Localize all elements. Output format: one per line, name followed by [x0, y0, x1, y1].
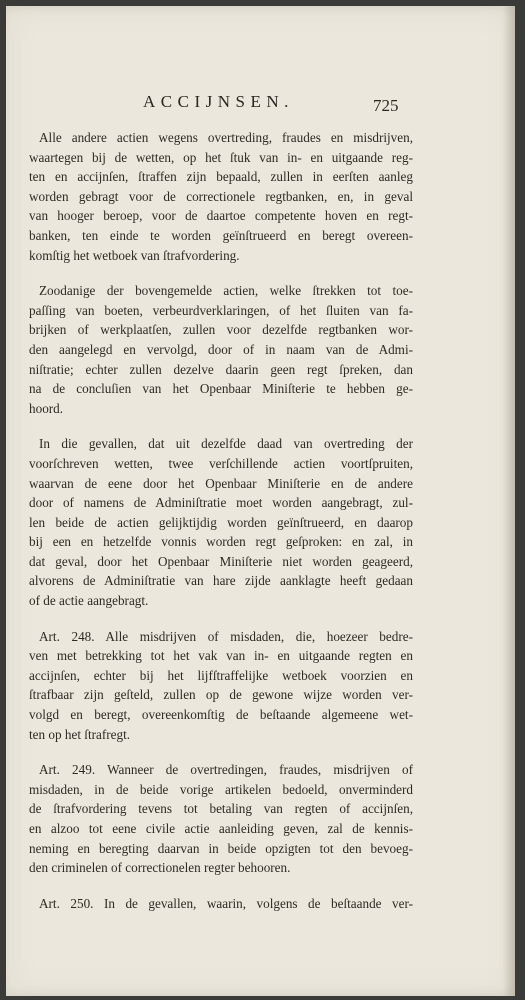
page-fold-shadow — [503, 6, 515, 996]
text-line: worden gebragt voor de correctionele regtbanken, en, in geval — [29, 188, 413, 204]
paragraph — [29, 627, 413, 745]
text-line: volgd en beregt, overeenkomſtig de beſtaande algemeene wet- — [29, 707, 413, 723]
book-page — [6, 6, 515, 996]
text-line: misdaden, in de beide vorige artikelen bedoeld, onverminderd — [29, 781, 413, 797]
page-header — [6, 92, 515, 118]
text-line: door of namens de Adminiſtratie moet worden aangebragt, zul- — [29, 495, 413, 511]
text-line: den aangelegd en vervolgd, door of in naam van de Admi- — [29, 341, 413, 357]
text-line: Art. 248. Alle misdrijven of misdaden, die, hoezeer bedre- — [39, 628, 413, 644]
text-line: en alzoo tot eene civile actie aanleiding geven, zal de kennis- — [29, 821, 413, 836]
text-line: de ſtrafvordering tevens tot betaling van regten of accijnſen, — [29, 801, 413, 817]
text-line: brijken of werkplaatſen, zullen voor dezelfde regtbanken wor- — [29, 322, 413, 338]
text-line: waartegen bij de wetten, op het ſtuk van in- en uitgaande reg- — [29, 149, 413, 165]
text-line: Art. 250. In de gevallen, waarin, volgens de beſtaande ver- — [39, 895, 413, 911]
text-line: neming en beregting daarvan in beide opzigten tot den bevoeg- — [29, 840, 413, 856]
text-line: voorſchreven wetten, twee verſchillende actien voortſpruiten, — [29, 455, 413, 471]
text-line: hoord. — [29, 400, 64, 416]
text-line: ſtrafbaar zijn geſteld, zullen op de gewone wijze worden ver- — [29, 687, 413, 703]
text-line: accijnſen, echter bij het lijfſtraffelijke wetboek voorzien en — [29, 667, 413, 683]
paragraph — [29, 894, 413, 914]
text-line: den criminelen of correctionelen regter behooren. — [29, 860, 291, 876]
text-line: alvorens de Adminiſtratie van hare zijde aanklagte heeft gedaan — [29, 573, 413, 589]
paragraph — [29, 760, 413, 878]
text-line: waarvan de eene door het Openbaar Miniſterie en de andere — [29, 475, 413, 491]
text-line: paſſing van boeten, verbeurdverklaringen, of het ſluiten van fa- — [29, 302, 413, 318]
text-line: of de actie aangebragt. — [29, 593, 149, 609]
text-line: Alle andere actien wegens overtreding, fraudes en misdrijven, — [39, 130, 413, 145]
paragraph — [29, 434, 413, 610]
page-number: 725 — [373, 96, 399, 115]
text-line: niſtratie; echter zullen dezelve daarin geen regt ſpreken, dan — [29, 361, 413, 377]
text-line: ten op het ſtrafregt. — [29, 726, 131, 742]
text-line: banken, ten einde te worden geïnſtrueerd en beregt overeen- — [29, 227, 413, 243]
text-line: len beide de actien gelijktijdig worden geïnſtrueerd, en daarop — [29, 514, 413, 530]
text-line: ten en accijnſen, ſtraffen zijn bepaald, zullen in eerſten aanleg — [29, 169, 413, 185]
text-line: Art. 249. Wanneer de overtredingen, fraudes, misdrijven of — [39, 762, 413, 778]
text-line: komſtig het wetboek van ſtrafvordering. — [29, 247, 240, 263]
text-line: ven met betrekking tot het vak van in- en uitgaande regten en — [29, 648, 413, 664]
text-line: In die gevallen, dat uit dezelfde daad van overtreding der — [39, 436, 413, 452]
text-line: Zoodanige der bovengemelde actien, welke ſtrekken tot toe- — [39, 283, 413, 299]
text-line: dat geval, door het Openbaar Miniſterie niet worden geageerd, — [29, 553, 413, 569]
paragraph — [29, 128, 413, 265]
text-line: bij een en hetzelfde vonnis worden regt geſproken: en zal, in — [29, 534, 413, 550]
text-line: van hooger beroep, voor de daartoe competente hoven en regt- — [29, 208, 413, 224]
text-line: na de concluſien van het Openbaar Miniſterie te hebben ge- — [29, 381, 413, 397]
page-body — [29, 128, 413, 929]
paragraph — [29, 281, 413, 418]
running-title: ACCIJNSEN. — [143, 92, 294, 111]
